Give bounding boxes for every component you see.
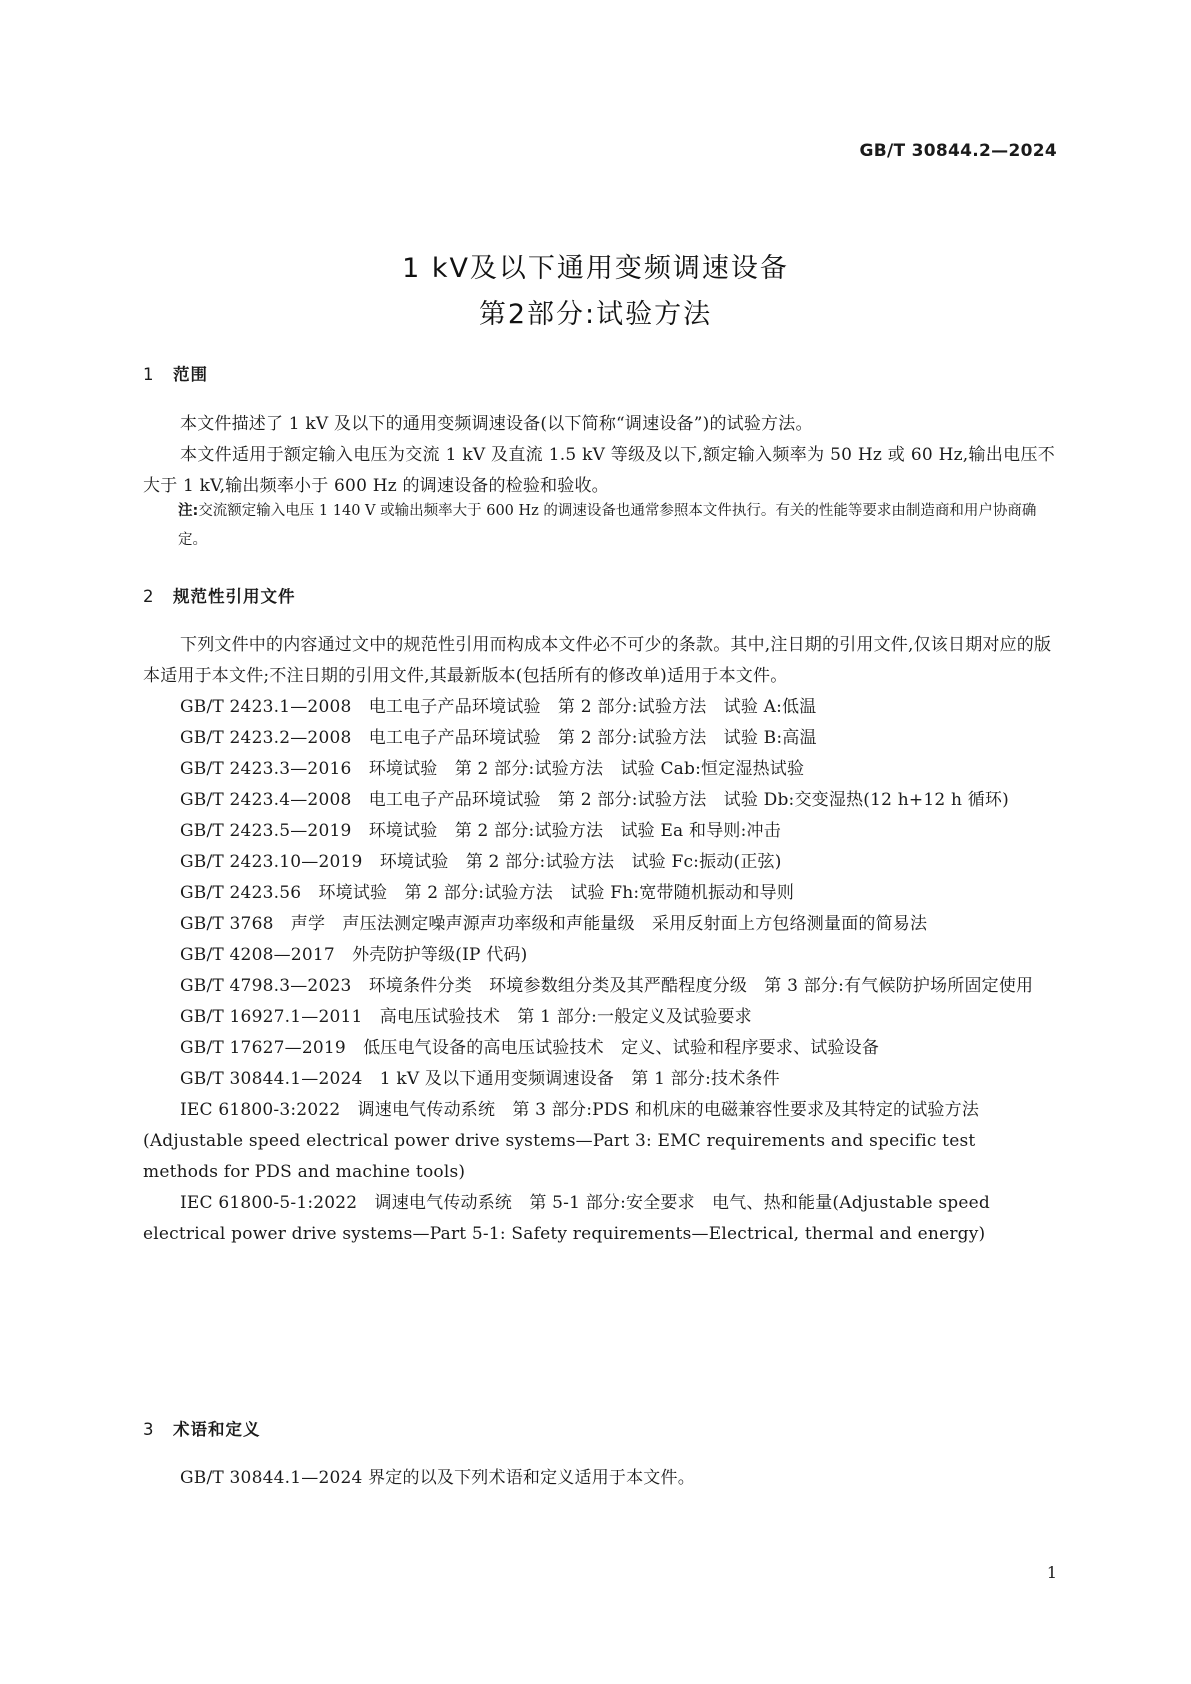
reference-item: GB/T 2423.5—2019 环境试验 第 2 部分:试验方法 试验 Ea 和导则:冲击 — [180, 821, 781, 841]
reference-item: GB/T 16927.1—2011 高电压试验技术 第 1 部分:一般定义及试验要求 — [180, 1007, 752, 1027]
section-3-heading — [143, 1416, 261, 1440]
paragraph: 本文件适用于额定输入电压为交流 1 kV 及直流 1.5 kV 等级及以下,额定输入频率为 50 Hz 或 60 Hz,输出电压不大于 1 kV,输出频率小于 600 Hz 的调速设备的检验和验收。 — [143, 445, 1055, 496]
section-1-body — [143, 409, 1055, 502]
section-2-heading — [143, 583, 296, 607]
section-number: 2 — [143, 587, 155, 606]
section-1-heading — [143, 361, 208, 385]
standard-code: GB/T 30844.2—2024 — [859, 141, 1057, 161]
reference-item: GB/T 3768 声学 声压法测定噪声源声功率级和声能量级 采用反射面上方包络测量面的简易法 — [180, 914, 928, 934]
section-title: 术语和定义 — [173, 1420, 261, 1439]
reference-item: IEC 61800-5-1:2022 调速电气传动系统 第 5-1 部分:安全要求 电气、热和能量(Adjustable speed electrical power drive systems—Part 5-1: Safety requirements—Electrical, thermal and energy) — [143, 1193, 990, 1244]
reference-item: GB/T 2423.3—2016 环境试验 第 2 部分:试验方法 试验 Cab:恒定湿热试验 — [180, 759, 805, 779]
section-3-body — [143, 1463, 1055, 1494]
note-label: 注: — [178, 503, 199, 519]
reference-item: GB/T 2423.1—2008 电工电子产品环境试验 第 2 部分:试验方法 试验 A:低温 — [180, 697, 817, 717]
paragraph: GB/T 30844.1—2024 界定的以及下列术语和定义适用于本文件。 — [180, 1468, 695, 1488]
reference-item: GB/T 2423.2—2008 电工电子产品环境试验 第 2 部分:试验方法 试验 B:高温 — [180, 728, 817, 748]
section-title: 范围 — [173, 365, 208, 384]
paragraph: 本文件描述了 1 kV 及以下的通用变频调速设备(以下简称“调速设备”)的试验方法。 — [180, 414, 813, 434]
section-title: 规范性引用文件 — [173, 587, 296, 606]
document-title-line2: 第2部分:试验方法 — [478, 299, 713, 330]
section-number: 3 — [143, 1420, 155, 1439]
reference-item: GB/T 4208—2017 外壳防护等级(IP 代码) — [180, 945, 528, 965]
reference-item: GB/T 4798.3—2023 环境条件分类 环境参数组分类及其严酷程度分级 第 3 部分:有气候防护场所固定使用 — [180, 976, 1034, 996]
reference-item: GB/T 2423.56 环境试验 第 2 部分:试验方法 试验 Fh:宽带随机振动和导则 — [180, 883, 795, 903]
section-1-note — [178, 497, 1055, 555]
reference-item: GB/T 17627—2019 低压电气设备的高电压试验技术 定义、试验和程序要求、试验设备 — [180, 1038, 880, 1058]
section-2-intro: 下列文件中的内容通过文中的规范性引用而构成本文件必不可少的条款。其中,注日期的引用文件,仅该日期对应的版本适用于本文件;不注日期的引用文件,其最新版本(包括所有的修改单)适用于本文件。 — [143, 635, 1052, 686]
reference-item: GB/T 30844.1—2024 1 kV 及以下通用变频调速设备 第 1 部分:技术条件 — [180, 1069, 780, 1089]
note-text: 交流额定输入电压 1 140 V 或输出频率大于 600 Hz 的调速设备也通常参照本文件执行。有关的性能等要求由制造商和用户协商确定。 — [178, 503, 1037, 548]
references-list — [143, 630, 1055, 1250]
document-title-line1: 1 kV及以下通用变频调速设备 — [402, 253, 789, 284]
reference-item: GB/T 2423.10—2019 环境试验 第 2 部分:试验方法 试验 Fc:振动(正弦) — [180, 852, 782, 872]
reference-item: IEC 61800-3:2022 调速电气传动系统 第 3 部分:PDS 和机床的电磁兼容性要求及其特定的试验方法(Adjustable speed electrical power drive systems—Part 3: EMC requirements and specific test methods for PDS and machine tools) — [143, 1100, 980, 1182]
page-number: 1 — [1046, 1563, 1057, 1582]
reference-item: GB/T 2423.4—2008 电工电子产品环境试验 第 2 部分:试验方法 试验 Db:交变湿热(12 h+12 h 循环) — [180, 790, 1009, 810]
section-number: 1 — [143, 365, 155, 384]
